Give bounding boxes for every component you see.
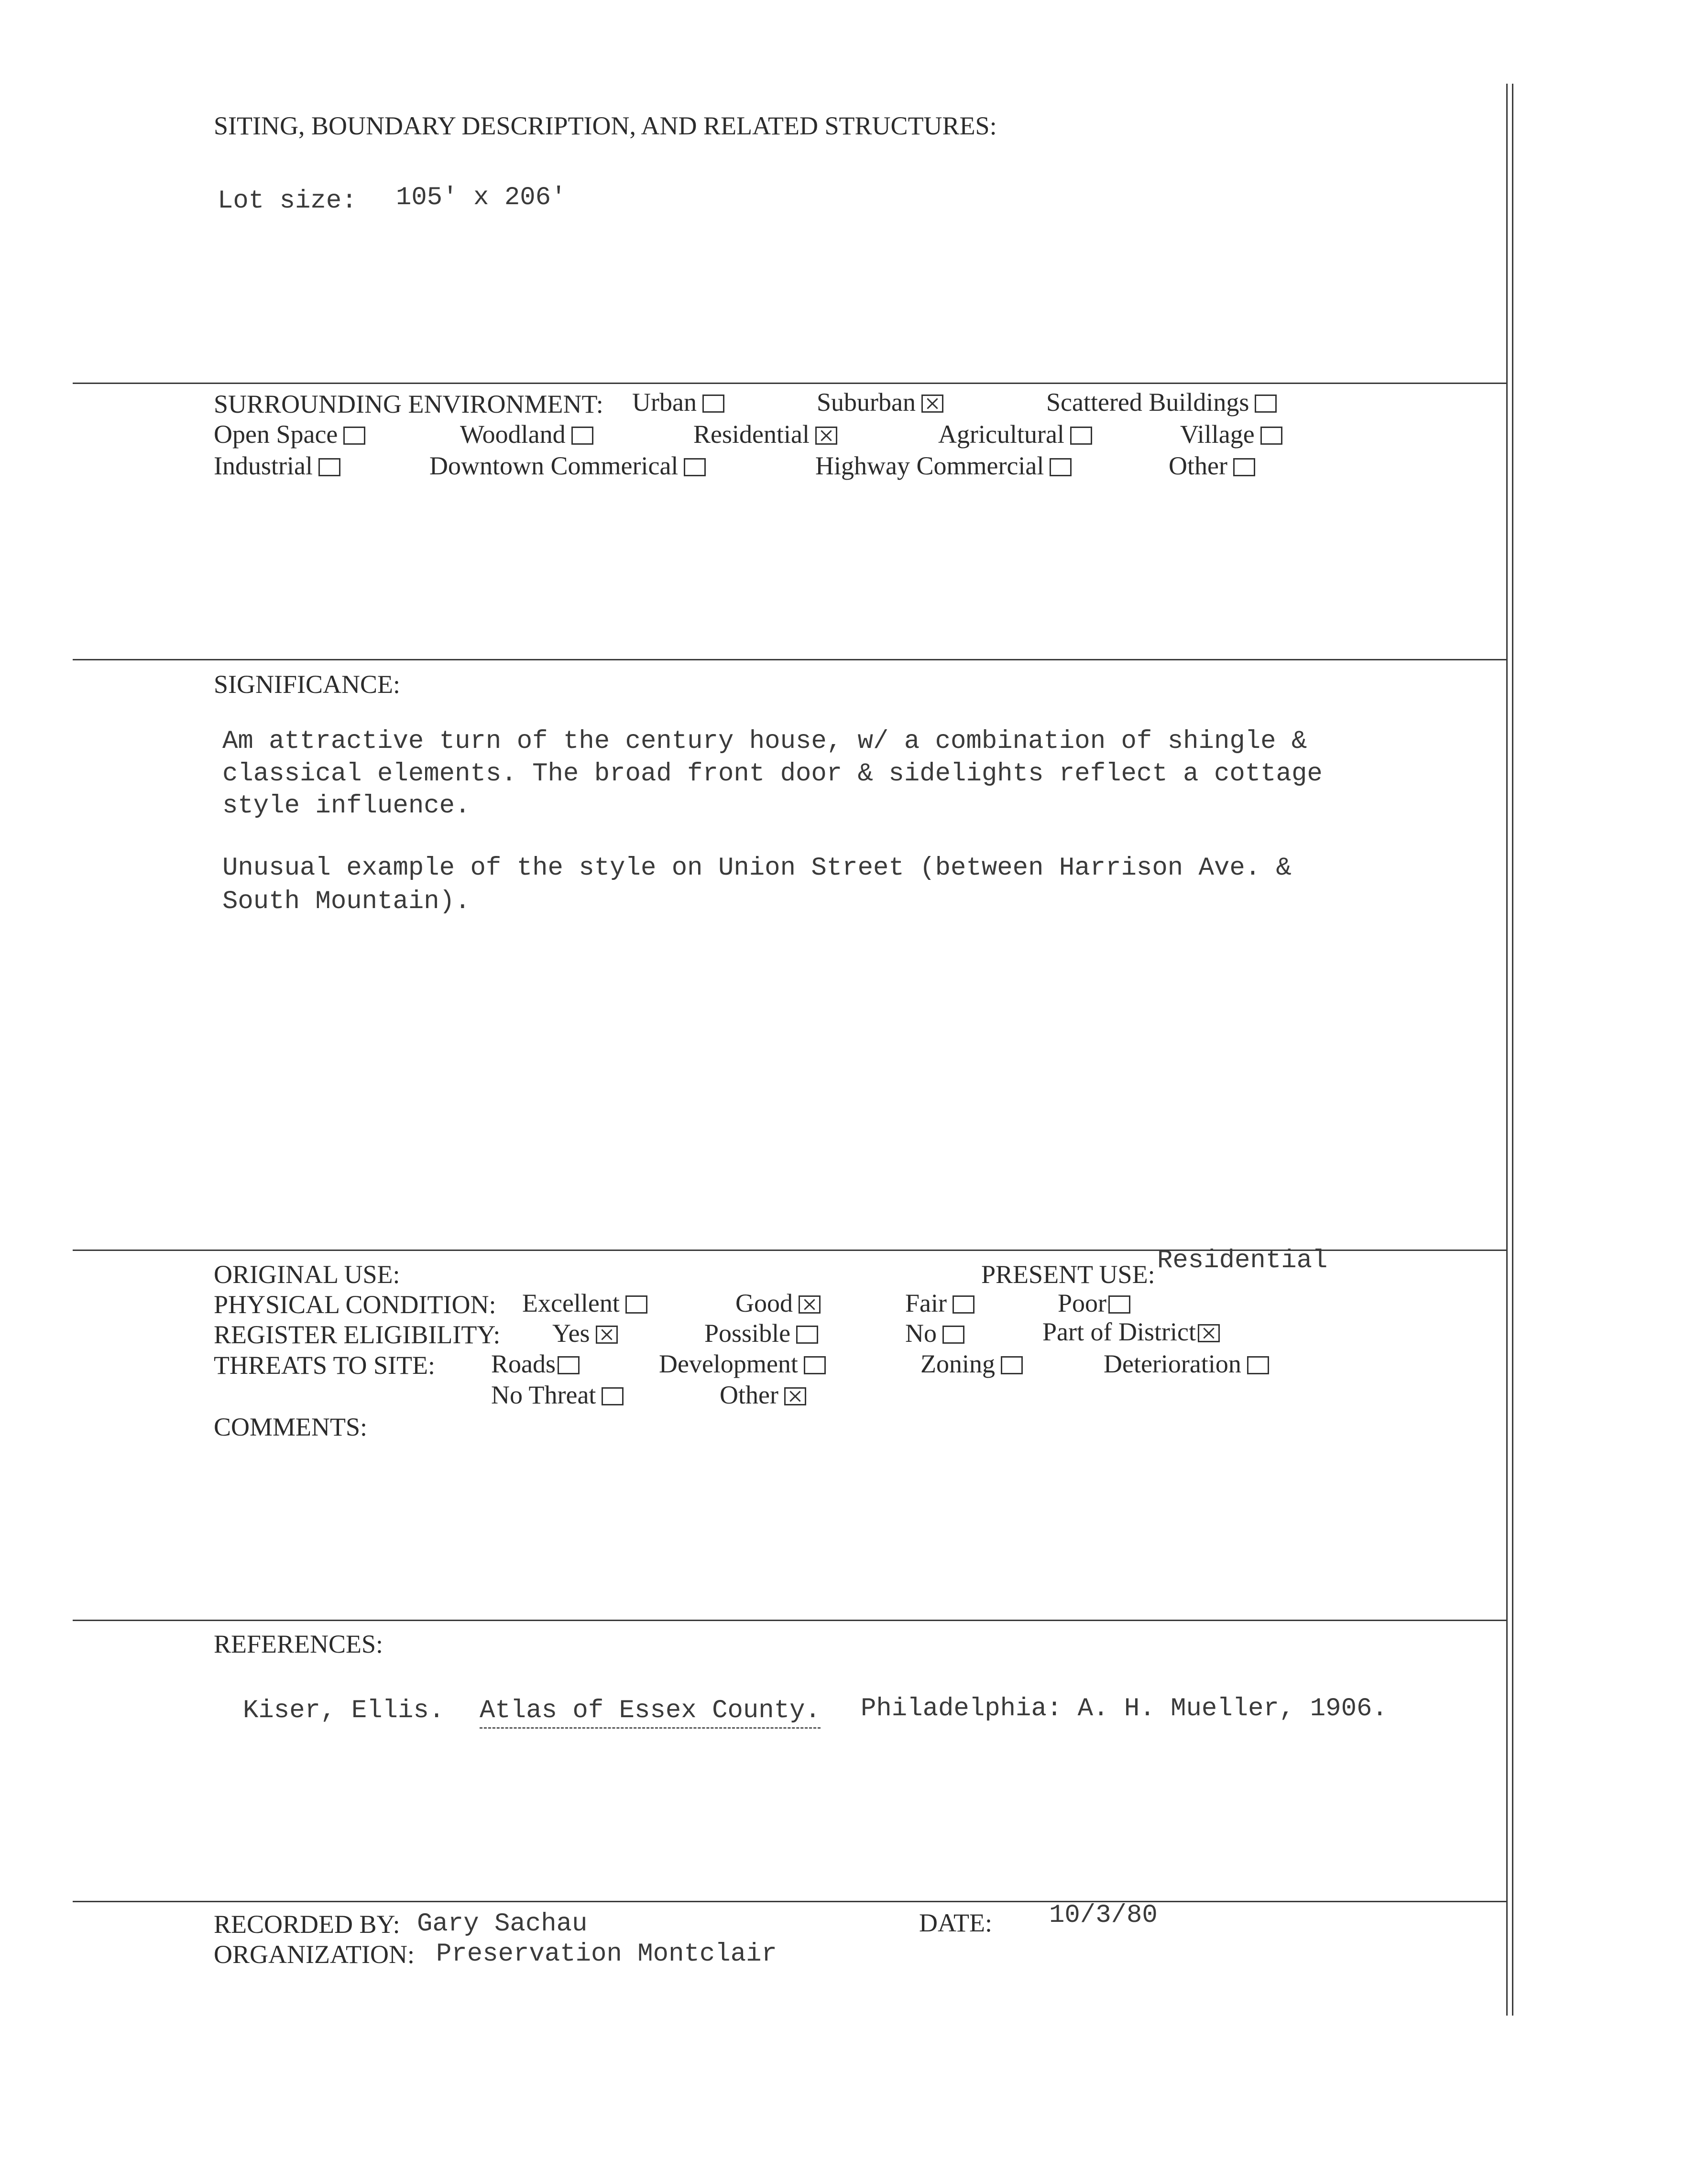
env-option-label: Highway Commercial	[815, 451, 1044, 480]
threat-checkbox-zoning[interactable]	[1001, 1356, 1023, 1374]
eligibility-option-part-of-district	[1042, 1317, 1220, 1347]
eligibility-option-label: No	[905, 1319, 937, 1348]
threat-option-label: Deterioration	[1104, 1349, 1241, 1378]
eligibility-option-yes	[552, 1318, 618, 1348]
env-checkbox-urban[interactable]	[702, 395, 724, 413]
env-option-downtown-commercial	[429, 451, 706, 481]
env-checkbox-industrial[interactable]	[318, 458, 340, 476]
section-divider	[73, 383, 1507, 384]
env-option-label: Woodland	[460, 420, 566, 449]
threat-option-label: No Threat	[491, 1381, 596, 1409]
section-divider	[73, 1901, 1507, 1902]
eligibility-checkbox-possible[interactable]	[796, 1326, 818, 1344]
condition-checkbox-good[interactable]	[799, 1295, 821, 1314]
condition-checkbox-poor[interactable]	[1108, 1295, 1130, 1314]
env-option-scattered-buildings	[1046, 387, 1277, 417]
threat-option-label: Roads	[491, 1349, 556, 1378]
condition-option-label: Poor	[1058, 1289, 1107, 1317]
date-label: DATE:	[919, 1908, 992, 1937]
significance-line: South Mountain).	[222, 887, 471, 916]
eligibility-checkbox-yes[interactable]	[596, 1326, 618, 1344]
threat-option-other	[720, 1380, 806, 1410]
threat-option-deterioration	[1104, 1349, 1269, 1379]
threat-checkbox-deterioration[interactable]	[1247, 1356, 1269, 1374]
lot-size-label: Lot size:	[218, 186, 357, 216]
register-eligibility-heading: REGISTER ELIGIBILITY:	[214, 1320, 501, 1349]
significance-line: classical elements. The broad front door & sidelights reflect a cottage	[222, 759, 1323, 789]
env-checkbox-highway-commercial[interactable]	[1050, 458, 1072, 476]
env-option-label: Scattered Buildings	[1046, 388, 1249, 417]
reference-title: Atlas of Essex County.	[480, 1696, 821, 1729]
env-option-other	[1169, 451, 1255, 481]
env-option-industrial	[214, 451, 340, 481]
lot-size-value: 105' x 206'	[396, 183, 567, 212]
eligibility-option-label: Possible	[704, 1319, 791, 1348]
section-divider	[73, 1620, 1507, 1621]
organization-label: ORGANIZATION:	[214, 1940, 415, 1969]
significance-heading: SIGNIFICANCE:	[214, 670, 401, 699]
env-checkbox-other[interactable]	[1233, 458, 1255, 476]
env-option-label: Urban	[632, 388, 697, 417]
threat-checkbox-roads[interactable]	[558, 1356, 580, 1374]
env-option-urban	[632, 387, 724, 417]
eligibility-option-label: Yes	[552, 1319, 590, 1348]
env-option-label: Downtown Commerical	[429, 451, 679, 480]
env-option-agricultural	[938, 419, 1092, 449]
date-value: 10/3/80	[1049, 1901, 1158, 1930]
env-option-label: Village	[1180, 420, 1255, 449]
references-heading: REFERENCES:	[214, 1630, 383, 1658]
threat-option-zoning	[920, 1349, 1023, 1379]
env-checkbox-suburban[interactable]	[921, 395, 943, 413]
condition-option-label: Excellent	[522, 1289, 620, 1317]
env-option-woodland	[460, 419, 593, 449]
threat-option-roads	[491, 1349, 580, 1379]
env-checkbox-woodland[interactable]	[571, 427, 593, 445]
recorded-by-value: Gary Sachau	[417, 1909, 588, 1939]
condition-option-label: Fair	[905, 1289, 947, 1317]
condition-option-fair	[905, 1288, 974, 1318]
env-option-village	[1180, 419, 1282, 449]
env-checkbox-residential[interactable]	[815, 427, 837, 445]
eligibility-option-label: Part of District	[1042, 1317, 1196, 1346]
env-option-label: Suburban	[817, 388, 916, 417]
env-option-residential	[693, 419, 837, 449]
original-use-label: ORIGINAL USE:	[214, 1260, 400, 1289]
siting-heading: SITING, BOUNDARY DESCRIPTION, AND RELATED STRUCTURES:	[214, 111, 997, 140]
eligibility-option-no	[905, 1318, 964, 1348]
eligibility-option-possible	[704, 1318, 818, 1348]
organization-value: Preservation Montclair	[436, 1940, 777, 1969]
threat-checkbox-other[interactable]	[784, 1387, 806, 1405]
eligibility-checkbox-part-of-district[interactable]	[1198, 1324, 1220, 1342]
reference-author: Kiser, Ellis.	[243, 1696, 445, 1725]
significance-line: Am attractive turn of the century house, w/ a combination of shingle &	[222, 727, 1307, 756]
threat-checkbox-development[interactable]	[804, 1356, 826, 1374]
env-option-label: Other	[1169, 451, 1227, 480]
env-checkbox-scattered-buildings[interactable]	[1255, 395, 1277, 413]
env-option-label: Open Space	[214, 420, 338, 449]
recorded-by-label: RECORDED BY:	[214, 1910, 400, 1939]
eligibility-checkbox-no[interactable]	[942, 1326, 964, 1344]
present-use-value: Residential	[1157, 1246, 1328, 1275]
condition-checkbox-excellent[interactable]	[625, 1295, 647, 1314]
present-use-label: PRESENT USE:	[981, 1260, 1155, 1289]
physical-condition-heading: PHYSICAL CONDITION:	[214, 1290, 496, 1319]
condition-option-poor	[1058, 1288, 1130, 1318]
env-checkbox-open-space[interactable]	[343, 427, 365, 445]
threat-option-label: Other	[720, 1381, 778, 1409]
threat-checkbox-no-threat[interactable]	[602, 1387, 624, 1405]
section-divider	[73, 659, 1507, 660]
env-option-label: Agricultural	[938, 420, 1064, 449]
right-border-rule-inner	[1512, 84, 1513, 2016]
significance-line: Unusual example of the style on Union Street (between Harrison Ave. &	[222, 854, 1292, 883]
threat-option-no-threat	[491, 1380, 624, 1410]
env-option-highway-commercial	[815, 451, 1072, 481]
threat-option-label: Development	[659, 1349, 798, 1378]
env-checkbox-downtown-commercial[interactable]	[684, 458, 706, 476]
condition-option-label: Good	[735, 1289, 793, 1317]
condition-option-excellent	[522, 1288, 647, 1318]
threat-option-development	[659, 1349, 826, 1379]
condition-option-good	[735, 1288, 821, 1318]
condition-checkbox-fair[interactable]	[953, 1295, 974, 1314]
env-option-open-space	[214, 419, 365, 449]
env-option-suburban	[817, 387, 943, 417]
environment-heading: SURROUNDING ENVIRONMENT:	[214, 390, 603, 418]
threat-option-label: Zoning	[920, 1349, 995, 1378]
env-checkbox-village[interactable]	[1260, 427, 1282, 445]
significance-line: style influence.	[222, 791, 471, 821]
env-option-label: Industrial	[214, 451, 313, 480]
env-option-label: Residential	[693, 420, 810, 449]
comments-heading: COMMENTS:	[214, 1413, 368, 1441]
right-border-rule	[1506, 84, 1508, 2016]
reference-publisher: Philadelphia: A. H. Mueller, 1906.	[861, 1694, 1388, 1723]
threats-heading: THREATS TO SITE:	[214, 1351, 436, 1380]
env-checkbox-agricultural[interactable]	[1070, 427, 1092, 445]
